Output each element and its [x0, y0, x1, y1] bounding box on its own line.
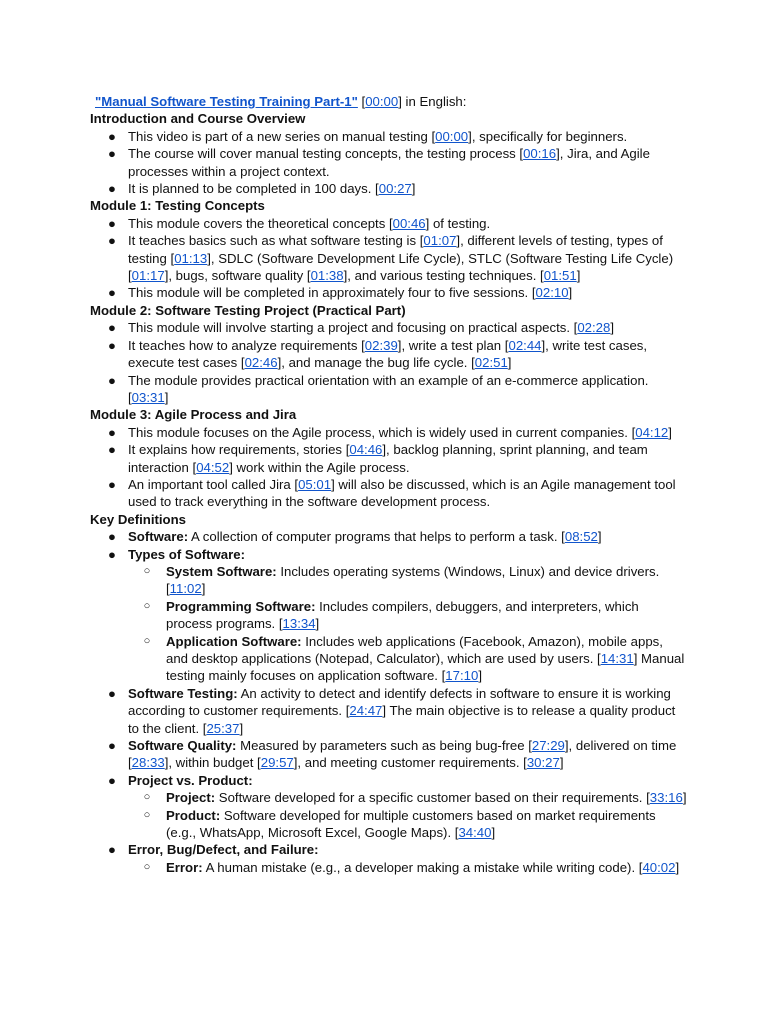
text-run: It explains how requirements, stories [ — [128, 442, 350, 458]
text-run: ], write a test plan [ — [397, 337, 509, 353]
section-heading: Key Definitions — [90, 511, 186, 527]
timestamp-link[interactable]: 02:39 — [364, 337, 398, 353]
timestamp-link[interactable]: 01:13 — [174, 250, 208, 266]
timestamp-link[interactable]: 17:10 — [445, 668, 479, 684]
bullet-list — [90, 215, 688, 302]
text-run: ] — [201, 581, 206, 597]
section-heading: Module 1: Testing Concepts — [90, 198, 265, 214]
timestamp-link[interactable]: 00:16 — [523, 146, 557, 162]
term-label: Programming Software: — [166, 598, 316, 614]
timestamp-link[interactable]: 01:17 — [131, 268, 165, 284]
list-item — [90, 772, 688, 789]
text-run: ] will also be discussed, which is an Agile management tool used to track everything in the software development process. — [128, 476, 676, 510]
text-run: Includes compilers, debuggers, and interpreters, which process programs. [ — [166, 598, 639, 632]
timestamp-link[interactable]: 02:10 — [535, 285, 569, 301]
bullet-dot-icon: ● — [108, 529, 116, 545]
text-run: ], different levels of testing, types of testing [ — [128, 233, 663, 266]
list-item — [90, 476, 688, 511]
timestamp-link[interactable]: 04:46 — [349, 442, 383, 458]
text-run: ] — [668, 424, 672, 440]
sub-list-item — [128, 807, 688, 842]
list-item — [90, 737, 688, 772]
text-run: ], and manage the bug life cycle. [ — [277, 355, 475, 371]
text-run: It is planned to be completed in 100 days. [ — [128, 181, 379, 197]
bullet-circle-icon: ○ — [143, 808, 151, 821]
bullet-dot-icon: ● — [108, 128, 116, 144]
bullet-dot-icon: ● — [108, 842, 116, 858]
text-run: ], SDLC (Software Development Life Cycle), STLC (Software Testing Life Cycle) [ — [128, 250, 674, 284]
bullet-dot-icon: ● — [108, 146, 116, 162]
sub-bullet-list — [90, 859, 688, 876]
timestamp-link[interactable]: 02:46 — [244, 355, 278, 371]
text-run: ], bugs, software quality [ — [164, 268, 311, 284]
bullet-circle-icon: ○ — [143, 860, 151, 873]
timestamp-link[interactable]: 02:28 — [577, 320, 611, 336]
timestamp-link[interactable]: 29:57 — [260, 755, 294, 771]
timestamp-link[interactable]: 24:47 — [349, 703, 383, 719]
list-item — [90, 215, 688, 232]
text-run: ], write test cases, execute test cases [ — [128, 337, 648, 371]
sub-bullet-list — [90, 563, 688, 685]
list-item — [90, 180, 688, 197]
bullet-dot-icon: ● — [108, 546, 116, 562]
term-label: Project: — [166, 790, 216, 806]
timestamp-link[interactable]: 04:52 — [196, 459, 230, 475]
list-item — [90, 319, 688, 336]
text-run: This module focuses on the Agile process, which is widely used in current companies. [ — [128, 424, 636, 440]
list-item — [90, 424, 688, 441]
bullet-circle-icon: ○ — [143, 791, 151, 804]
term-label: Error, Bug/Defect, and Failure: — [128, 842, 319, 858]
text-run: ] — [576, 268, 581, 284]
bullet-dot-icon: ● — [108, 215, 116, 231]
timestamp-link[interactable]: 01:38 — [310, 268, 344, 284]
sections-container — [90, 110, 688, 876]
timestamp-link[interactable]: 30:27 — [526, 755, 560, 771]
text-run: Includes web applications (Facebook, Amazon), mobile apps, and desktop applications (Notepad, Calculator), which are used by users. [ — [166, 633, 663, 666]
timestamp-link[interactable]: 34:40 — [458, 825, 492, 841]
sub-list-item — [128, 598, 688, 633]
bullet-dot-icon: ● — [108, 320, 116, 336]
list-item — [90, 841, 688, 858]
text-run: ] — [610, 320, 615, 336]
text-run: This module will be completed in approximately four to five sessions. [ — [128, 285, 536, 301]
term-label: Project vs. Product: — [128, 772, 253, 788]
term-label: Software Quality: — [128, 738, 237, 754]
title-timestamp-link[interactable]: 00:00 — [365, 94, 399, 109]
text-run: ] — [675, 859, 680, 875]
text-run: ], and meeting customer requirements. [ — [293, 755, 527, 771]
bullet-dot-icon: ● — [108, 181, 116, 197]
bullet-list — [90, 319, 688, 406]
bullet-circle-icon: ○ — [143, 564, 151, 577]
bullet-dot-icon: ● — [108, 738, 116, 754]
text-run: ], Jira, and Agile processes within a project context. — [128, 146, 650, 179]
text-run: ] — [491, 825, 496, 841]
sub-list-item — [128, 633, 688, 685]
list-item — [90, 441, 688, 476]
bullet-dot-icon: ● — [108, 337, 116, 353]
text-run: ] — [411, 181, 416, 197]
term-label: Application Software: — [166, 633, 302, 649]
text-run: An important tool called Jira [ — [128, 476, 299, 492]
timestamp-link[interactable]: 04:12 — [635, 424, 669, 440]
bullet-dot-icon: ● — [108, 285, 116, 301]
timestamp-link[interactable]: 11:02 — [169, 581, 202, 597]
list-item — [90, 284, 688, 301]
bullet-dot-icon: ● — [108, 476, 116, 492]
text-run: ] of testing. — [425, 215, 491, 231]
list-item — [90, 528, 688, 545]
text-run: It teaches basics such as what software testing is [ — [128, 233, 424, 249]
text-run: The course will cover manual testing concepts, the testing process [ — [128, 146, 524, 162]
text-run: This video is part of a new series on manual testing [ — [128, 128, 436, 144]
text-run: ] — [568, 285, 573, 301]
bullet-dot-icon: ● — [108, 233, 116, 249]
section-heading: Module 2: Software Testing Project (Practical Part) — [90, 302, 406, 318]
text-run: ], backlog planning, sprint planning, and team interaction [ — [128, 442, 648, 475]
list-item — [90, 145, 688, 180]
list-item — [90, 128, 688, 145]
term-label: Product: — [166, 807, 221, 823]
timestamp-link[interactable]: 27:29 — [531, 738, 565, 754]
text-run: Measured by parameters such as being bug-free [ — [236, 738, 532, 754]
sub-list-item — [128, 789, 688, 806]
list-item — [90, 685, 688, 737]
text-run: The module provides practical orientation with an example of an e-commerce application. [ — [128, 372, 649, 405]
sub-list-item — [128, 563, 688, 598]
text-run: Software developed for a specific customer based on their requirements. [ — [215, 790, 650, 806]
term-label: System Software: — [166, 563, 277, 579]
term-label: Types of Software: — [128, 546, 245, 562]
bullet-dot-icon: ● — [108, 772, 116, 788]
timestamp-link[interactable]: 05:01 — [298, 476, 332, 492]
list-item — [90, 337, 688, 372]
list-item — [90, 372, 688, 407]
bullet-list — [90, 528, 688, 876]
timestamp-link[interactable]: 28:33 — [131, 755, 165, 771]
timestamp-link[interactable]: 25:37 — [206, 720, 240, 736]
timestamp-link[interactable]: 00:27 — [378, 181, 412, 197]
text-run: ] The main objective is to release a quality product to the client. [ — [128, 703, 676, 736]
bullet-dot-icon: ● — [108, 424, 116, 440]
text-run: ] — [239, 720, 244, 736]
section-heading: Introduction and Course Overview — [90, 111, 306, 127]
sub-list-item — [128, 859, 688, 876]
bullet-list — [90, 424, 688, 511]
term-label: Software: — [128, 529, 189, 545]
text-run: A human mistake (e.g., a developer making a mistake while writing code). [ — [202, 859, 643, 875]
section-heading: Module 3: Agile Process and Jira — [90, 407, 297, 423]
bullet-circle-icon: ○ — [143, 634, 151, 647]
text-run: It teaches how to analyze requirements [ — [128, 337, 365, 353]
timestamp-link[interactable]: 08:52 — [564, 529, 598, 545]
text-run: ], and various testing techniques. [ — [343, 268, 544, 284]
timestamp-link[interactable]: 00:00 — [435, 128, 469, 144]
bullet-circle-icon: ○ — [143, 599, 151, 612]
text-run: ] — [315, 616, 320, 632]
text-run: ] — [597, 529, 602, 545]
bullet-dot-icon: ● — [108, 442, 116, 458]
text-run: This module covers the theoretical concepts [ — [128, 215, 393, 231]
sub-bullet-list — [90, 789, 688, 841]
document-body — [90, 93, 688, 876]
text-run: This module will involve starting a project and focusing on practical aspects. [ — [128, 320, 578, 336]
list-item — [90, 232, 688, 284]
timestamp-link[interactable]: 14:31 — [600, 651, 634, 666]
list-item — [90, 546, 688, 563]
timestamp-link[interactable]: 00:46 — [392, 215, 426, 231]
timestamp-link[interactable]: 40:02 — [642, 859, 676, 875]
text-run: ], specifically for beginners. — [468, 128, 628, 144]
timestamp-link[interactable]: 03:31 — [131, 389, 165, 405]
timestamp-link[interactable]: 02:51 — [474, 355, 508, 371]
text-run: An activity to detect and identify defects in software to ensure it is working according to customer requirements. [ — [128, 685, 671, 719]
timestamp-link[interactable]: 02:44 — [508, 337, 542, 353]
title-link[interactable]: "Manual Software Testing Training Part-1" — [95, 94, 358, 109]
term-label: Software Testing: — [128, 685, 238, 701]
text-run: Software developed for multiple customers based on market requirements (e.g., WhatsApp, Microsoft Excel, Google Maps). [ — [166, 807, 656, 841]
term-label: Error: — [166, 859, 203, 875]
text-run: ] — [164, 389, 169, 405]
title-bracket-open: [ — [361, 94, 366, 109]
timestamp-link[interactable]: 33:16 — [649, 790, 683, 806]
timestamp-link[interactable]: 01:07 — [423, 233, 457, 249]
bullet-dot-icon: ● — [108, 685, 116, 701]
text-run: ] — [478, 668, 482, 684]
text-run: Includes operating systems (Windows, Linux) and device drivers. [ — [166, 563, 660, 597]
text-run: ] — [559, 755, 564, 771]
text-run: ], delivered on time [ — [128, 738, 677, 771]
text-run: A collection of computer programs that helps to perform a task. [ — [188, 529, 565, 545]
document-title — [95, 93, 688, 110]
text-run: ] work within the Agile process. — [229, 459, 410, 475]
timestamp-link[interactable]: 13:34 — [282, 616, 316, 632]
text-run: ] — [507, 355, 512, 371]
bullet-list — [90, 128, 688, 198]
text-run: ] — [682, 790, 687, 806]
timestamp-link[interactable]: 01:51 — [543, 268, 577, 284]
bullet-dot-icon: ● — [108, 372, 116, 388]
title-suffix: ] in English: — [398, 94, 467, 109]
text-run: ] Manual testing mainly focuses on application software. [ — [166, 651, 685, 684]
text-run: ], within budget [ — [164, 755, 261, 771]
